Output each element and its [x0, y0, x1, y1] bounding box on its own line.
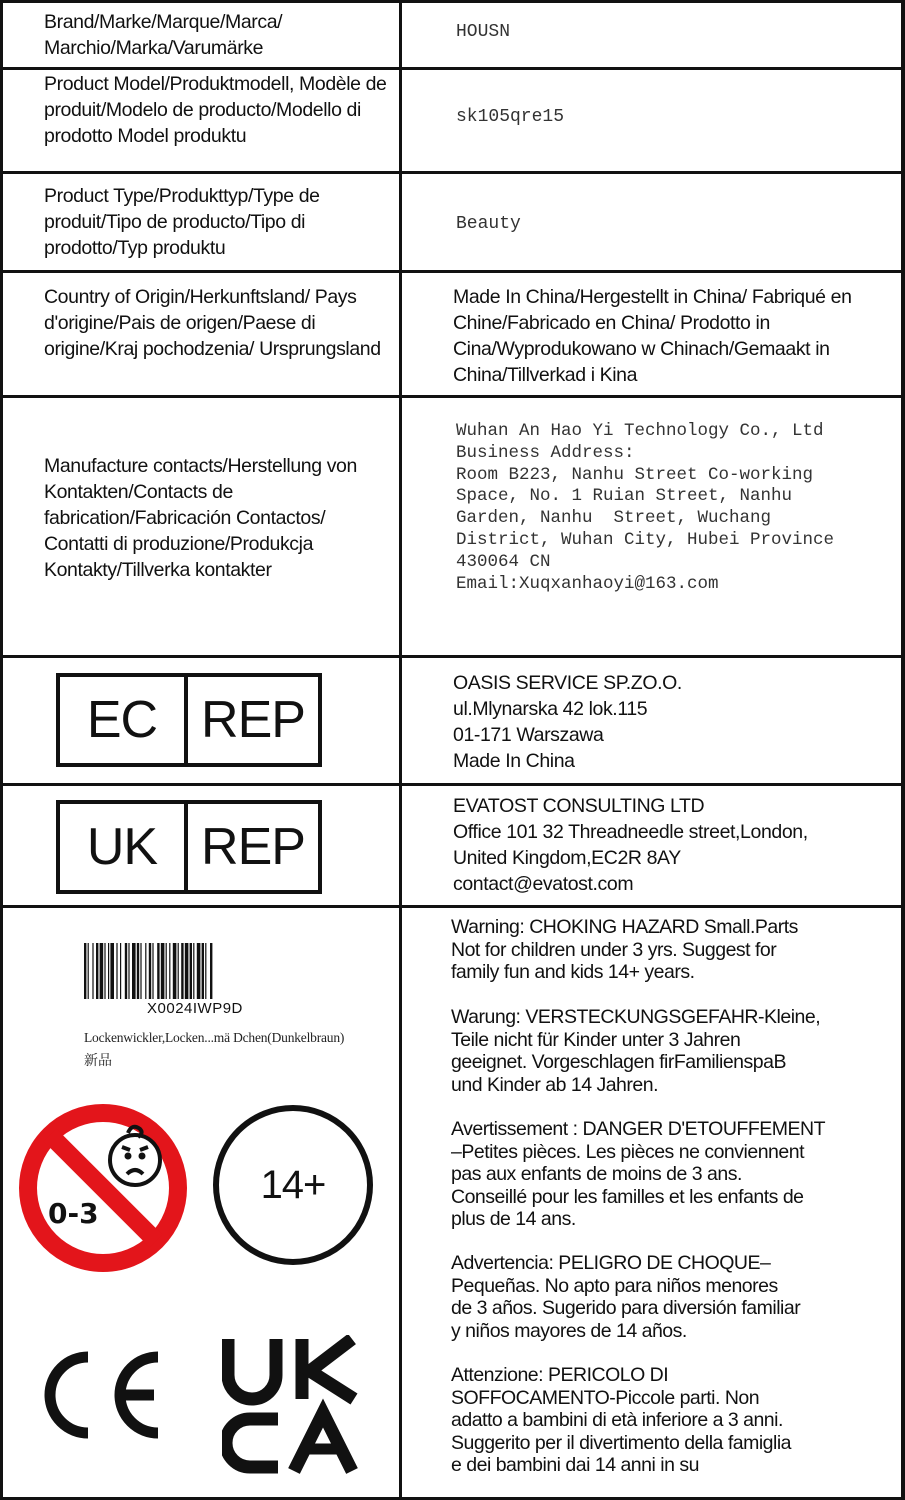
ukca-mark-icon	[222, 1335, 362, 1475]
condition-text: 新品	[84, 1053, 112, 1069]
row-divider	[0, 655, 905, 658]
origin-value: Made In China/Hergestellt in China/ Fabriqué en Chine/Fabricado en China/ Prodotto in Cina/Wyprodukowano w Chinach/Gemaakt in China/Tillverkad i Kina	[453, 286, 852, 386]
address-line: contact@evatost.com	[453, 873, 634, 895]
address-line: EVATOST CONSULTING LTD	[453, 795, 705, 817]
model-label: Product Model/Produktmodell, Modèle de produit/Modelo de producto/Modello di prodotto Model produktu	[44, 73, 387, 147]
row-divider	[0, 67, 905, 70]
warning-german: Warung: VERSTECKUNGSGEFAHR-Kleine, Teile nicht für Kinder unter 3 Jahren geeignet. Vorgeschlagen firFamilienspaB und Kinder ab 14 Jahren.	[451, 1006, 821, 1096]
row-divider	[0, 783, 905, 786]
type-label: Product Type/Produkttyp/Type de produit/Tipo de producto/Tipo di prodotto/Typ produktu	[44, 185, 320, 259]
column-divider	[399, 0, 402, 1500]
address-line: United Kingdom,EC2R 8AY	[453, 847, 681, 869]
row-divider	[0, 905, 905, 908]
ec-rep-right: REP	[201, 691, 305, 749]
frame-right	[901, 0, 905, 1500]
brand-label: Brand/Marke/Marque/Marca/ Marchio/Marka/Varumärke	[44, 11, 283, 59]
uk-rep-left: UK	[60, 804, 188, 890]
uk-rep-mark	[56, 800, 322, 894]
warning-italian: Attenzione: PERICOLO DI SOFFOCAMENTO-Piccole parti. Non adatto a bambini di età inferiore a 3 anni. Suggerito per il divertimento della famiglia e dei bambini dai 14 anni in su	[451, 1364, 792, 1476]
manufacturer-label: Manufacture contacts/Herstellung von Kontakten/Contacts de fabrication/Fabricación Contactos/ Contatti di produzione/Produkcja Kontakty/Tillverka kontakter	[44, 455, 357, 581]
row-divider	[0, 171, 905, 174]
warning-spanish: Advertencia: PELIGRO DE CHOQUE– Pequeñas. No apto para niños menores de 3 años. Sugerido para diversión familiar y niños mayores de 14 años.	[451, 1252, 801, 1342]
origin-label: Country of Origin/Herkunftsland/ Pays d'origine/Pais de origen/Paese di origine/Kraj pochodzenia/ Ursprungsland	[44, 286, 381, 360]
model-value: sk105qre15	[456, 107, 565, 127]
barcode-icon	[84, 943, 314, 999]
address-line: 01-171 Warszawa	[453, 724, 604, 746]
address-line: ul.Mlynarska 42 lok.115	[453, 698, 648, 720]
frame-left	[0, 0, 3, 1500]
address-line: Made In China	[453, 750, 575, 772]
address-line: OASIS SERVICE SP.ZO.O.	[453, 672, 682, 694]
ce-mark-icon	[30, 1345, 170, 1445]
barcode-number: X0024IWP9D	[147, 1000, 243, 1017]
warning-french: Avertissement : DANGER D'ETOUFFEMENT –Petites pièces. Les pièces ne conviennent pas aux enfants de moins de 3 ans. Conseillé pour les familles et les enfants de plus de 14 ans.	[451, 1118, 825, 1230]
uk-rep-right: REP	[201, 818, 305, 876]
row-divider	[0, 270, 905, 273]
frame-top	[0, 0, 905, 3]
ec-rep-mark	[56, 673, 322, 767]
uk-rep-address	[453, 793, 883, 897]
ec-rep-address	[453, 670, 883, 774]
age-prohibited-text: 0-3	[48, 1197, 99, 1230]
address-line: Office 101 32 Threadneedle street,London,	[453, 821, 808, 843]
warning-english: Warning: CHOKING HAZARD Small.Parts Not for children under 3 yrs. Suggest for family fun and kids 14+ years.	[451, 916, 798, 983]
type-value: Beauty	[456, 214, 521, 234]
ec-rep-left: EC	[60, 677, 188, 763]
no-children-under-3-icon	[18, 1103, 188, 1273]
age-recommended-text: 14+	[260, 1162, 326, 1207]
product-name: Lockenwickler,Locken...mä Dchen(Dunkelbraun)	[84, 1030, 345, 1045]
age-14-plus-icon	[213, 1105, 373, 1265]
brand-value: HOUSN	[456, 22, 511, 42]
row-divider	[0, 395, 905, 398]
manufacturer-value: Wuhan An Hao Yi Technology Co., Ltd Business Address: Room B223, Nanhu Street Co-working Space, No. 1 Ruian Street, Nanhu Garden, Nanhu Street, Wuchang District, Wuhan City, Hubei Province 430064 CN Email:Xuqxanhaoyi@163.com	[456, 421, 835, 594]
